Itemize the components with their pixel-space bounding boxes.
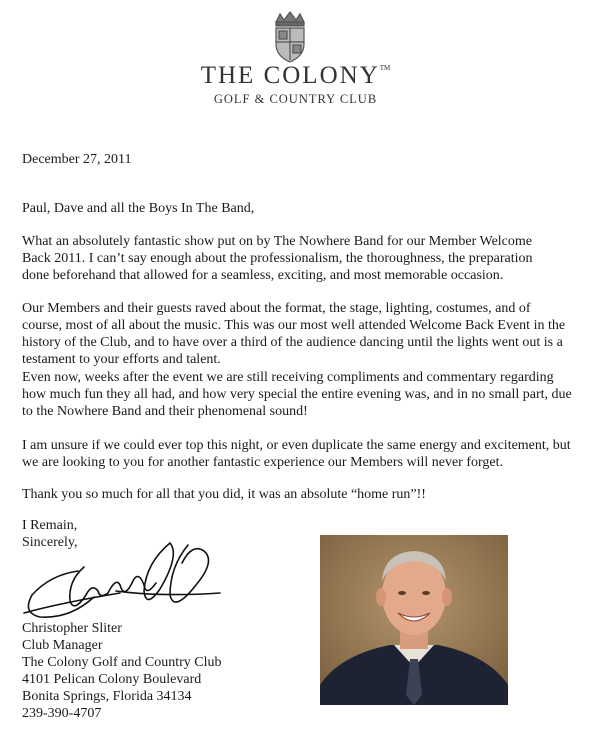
letter-paragraph: Even now, weeks after the event we are still receiving compliments and commentary regarding how much fun they all had, and how very special the entire evening was, and in no small part, due to the Nowhere Band and their phenomenal sound!	[22, 370, 572, 419]
letter-salutation: Paul, Dave and all the Boys In The Band,	[22, 201, 255, 216]
signer-phone: 239-390-4707	[22, 706, 102, 721]
handwritten-signature	[20, 533, 225, 628]
letterhead-subtitle: GOLF & COUNTRY CLUB	[213, 92, 378, 106]
trademark-mark: TM	[379, 64, 391, 72]
closing-line: Sincerely,	[22, 535, 78, 550]
signer-portrait-photo	[320, 535, 508, 705]
closing-line: I Remain,	[22, 518, 78, 533]
signer-title: Club Manager	[22, 638, 103, 653]
letterhead-name	[0, 62, 591, 90]
signer-city: Bonita Springs, Florida 34134	[22, 689, 192, 704]
signer-address: 4101 Pelican Colony Boulevard	[22, 672, 202, 687]
letterhead-name-text: THE COLONY	[200, 62, 380, 89]
signature-block	[22, 620, 222, 722]
letter-date: December 27, 2011	[22, 152, 132, 167]
club-crest-logo	[270, 10, 310, 64]
letter-paragraph: Our Members and their guests raved about the format, the stage, lighting, costumes, and of course, most of all about the music. This was our most well attended Welcome Back Event in the history of the Club, and to have over a third of the audience dancing until the lights went out is a testament to your efforts and talent.	[22, 301, 566, 367]
letter-paragraph: What an absolutely fantastic show put on by The Nowhere Band for our Member Welcome Back 2011. I can’t say enough about the professionalism, the thoroughness, the preparation done beforehand that allowed for a seamless, exciting, and most memorable occasion.	[22, 234, 533, 283]
letter-paragraph: I am unsure if we could ever top this night, or even duplicate the same energy and excitement, but we are looking to you for another fantastic experience our Members will never forget.	[22, 438, 571, 470]
letter-paragraph: Thank you so much for all that you did, it was an absolute “home run”!!	[22, 487, 426, 502]
signer-organization: The Colony Golf and Country Club	[22, 655, 222, 670]
signer-name: Christopher Sliter	[22, 621, 122, 636]
